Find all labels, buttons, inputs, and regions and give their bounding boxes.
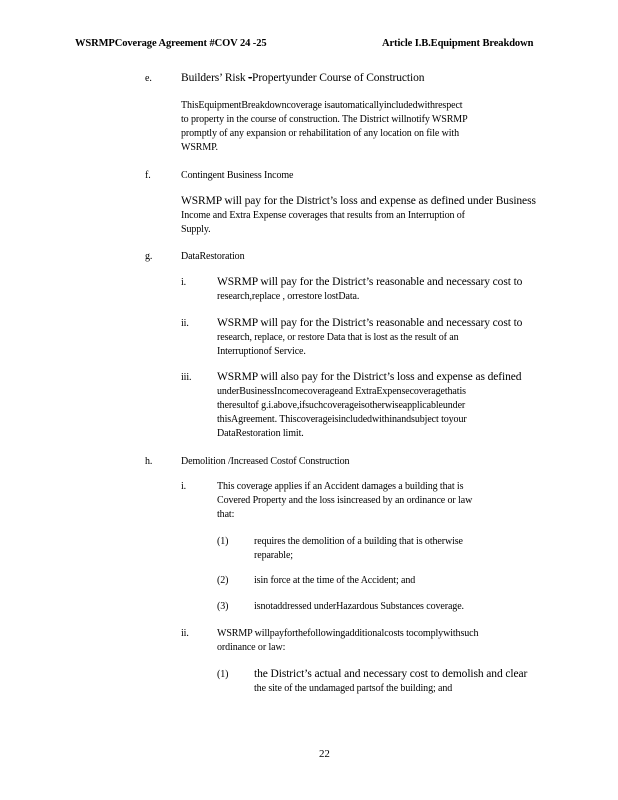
section-h-i-line: that: xyxy=(217,509,235,520)
section-h-ii-line: WSRMP willpayforthefollowingadditionalcosts tocomplywithsuch xyxy=(217,628,479,639)
section-f-title: Contingent Business Income xyxy=(181,170,294,181)
section-e-title-struck: - xyxy=(248,72,253,84)
section-g-ii-line: research, replace, or restore Data that is lost as the result of an xyxy=(217,332,459,343)
section-h-i-marker: i. xyxy=(181,481,187,492)
section-e-title-b: Propertyunder Course of Construction xyxy=(252,72,425,84)
section-e-line: ThisEquipmentBreakdowncoverage isautomaticallyincludedwithrespect xyxy=(181,100,463,111)
section-h-i-line: This coverage applies if an Accident damages a building that is xyxy=(217,481,464,492)
section-h-ii-1-line1: the District’s actual and necessary cost to demolish and clear xyxy=(254,668,528,680)
section-h-i-1-marker: (1) xyxy=(217,536,229,547)
section-f-line1: WSRMP will pay for the District’s loss and expense as defined under Business xyxy=(181,195,536,207)
section-e-line: promptly of any expansion or rehabilitation of any location on file with xyxy=(181,128,460,139)
section-g-i-line1: WSRMP will pay for the District’s reasonable and necessary cost to xyxy=(217,276,523,288)
section-g-ii-line: Interruptionof Service. xyxy=(217,346,306,357)
header-left: WSRMPCoverage Agreement #COV 24 -25 xyxy=(75,38,267,49)
section-g-title: DataRestoration xyxy=(181,251,245,262)
section-e-line: WSRMP. xyxy=(181,142,218,153)
section-g-iii-line: thisAgreement. Thiscoverageisincludedwithinandsubject toyour xyxy=(217,414,467,425)
section-g-i-marker: i. xyxy=(181,277,187,288)
section-h-i-1-line: requires the demolition of a building that is otherwise xyxy=(254,536,463,547)
section-g-marker: g. xyxy=(145,251,153,262)
section-f-marker: f. xyxy=(145,170,151,181)
section-h-i-2-line: isin force at the time of the Accident; and xyxy=(254,575,416,586)
section-h-ii-1-line: the site of the undamaged partsof the building; and xyxy=(254,683,453,694)
section-h-ii-marker: ii. xyxy=(181,628,189,639)
section-h-title: Demolition /Increased Costof Construction xyxy=(181,456,350,467)
section-h-ii-1-marker: (1) xyxy=(217,669,229,680)
section-e-line: to property in the course of construction. The District willnotify WSRMP xyxy=(181,114,468,125)
page-number: 22 xyxy=(319,748,330,760)
section-e-marker: e. xyxy=(145,73,152,84)
section-g-iii-line: theresultof g.i.above,ifsuchcoverageisotherwiseapplicableunder xyxy=(217,400,466,411)
header-right: Article I.B.Equipment Breakdown xyxy=(382,38,534,49)
section-f-line: Income and Extra Expense coverages that results from an Interruption of xyxy=(181,210,465,221)
section-e-title-a: Builders’ Risk xyxy=(181,72,246,84)
section-g-i-line: research,replace , orrestore lostData. xyxy=(217,291,360,302)
section-g-ii-marker: ii. xyxy=(181,318,189,329)
section-h-i-1-line: reparable; xyxy=(254,550,293,561)
section-h-i-2-marker: (2) xyxy=(217,575,229,586)
section-h-i-line: Covered Property and the loss isincreased by an ordinance or law xyxy=(217,495,473,506)
section-h-i-3-marker: (3) xyxy=(217,601,229,612)
section-g-ii-line1: WSRMP will pay for the District’s reasonable and necessary cost to xyxy=(217,317,523,329)
section-e-title xyxy=(181,72,424,85)
section-h-ii-line: ordinance or law: xyxy=(217,642,286,653)
section-h-marker: h. xyxy=(145,456,153,467)
section-g-iii-line: underBusinessIncomecoverageand ExtraExpensecoveragethatis xyxy=(217,386,466,397)
section-g-iii-line1: WSRMP will also pay for the District’s loss and expense as defined xyxy=(217,371,522,383)
section-g-iii-marker: iii. xyxy=(181,372,192,383)
section-h-i-3-line: isnotaddressed underHazardous Substances coverage. xyxy=(254,601,464,612)
section-g-iii-line: DataRestoration limit. xyxy=(217,428,304,439)
section-f-line: Supply. xyxy=(181,224,211,235)
